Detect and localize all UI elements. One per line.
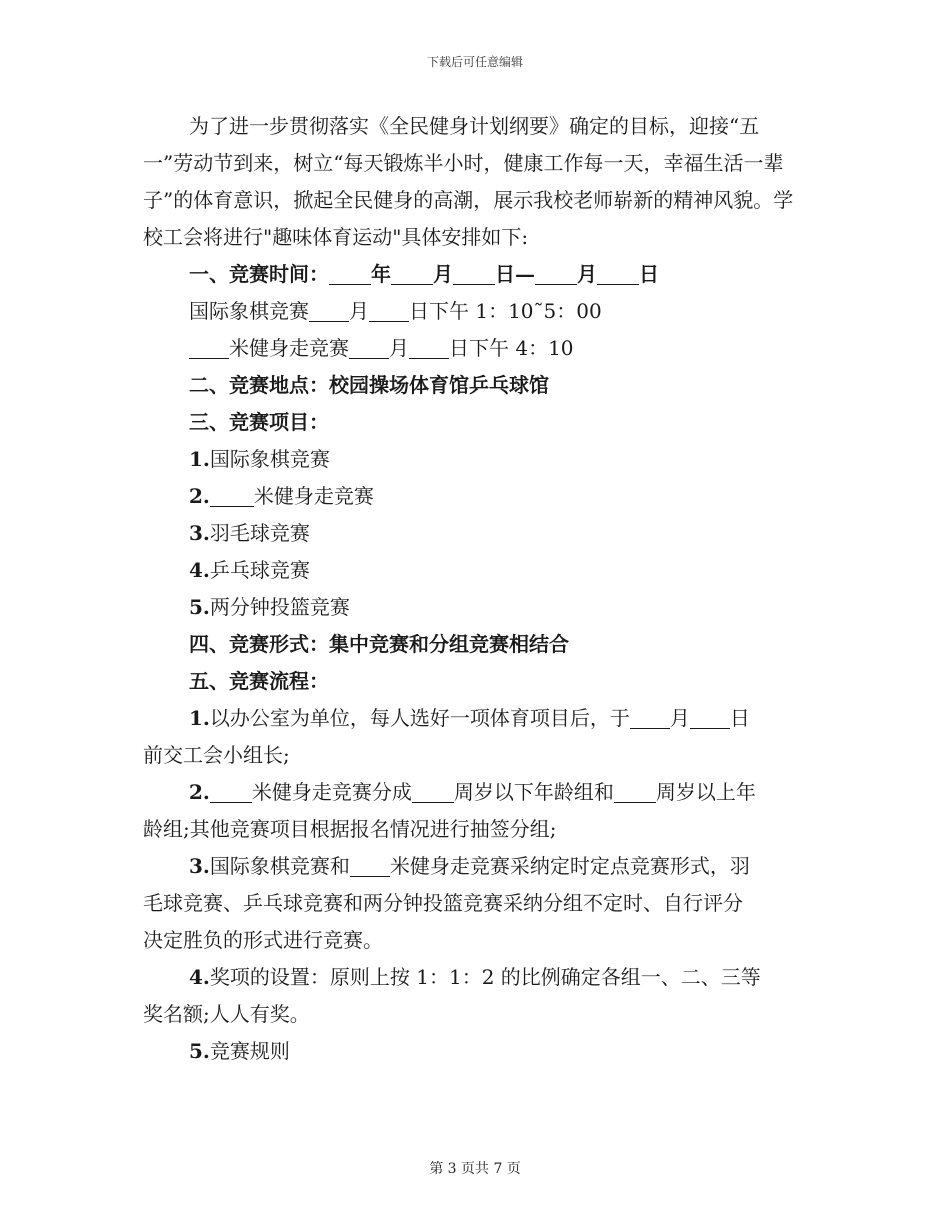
blank-field: [412, 780, 454, 803]
blank-field: [535, 262, 577, 285]
list-item: 3.羽毛球竞赛: [189, 521, 310, 545]
chess-time: 日下午 1：10˜5：00: [409, 299, 602, 323]
section-time-label: 一、竞赛时间：: [189, 262, 329, 286]
section-time: [143, 256, 795, 293]
document-body: [143, 108, 795, 1070]
month-label: 月: [389, 336, 409, 360]
flow-item-5: 5.竞赛规则: [189, 1039, 290, 1063]
blank-field: [329, 262, 371, 285]
walk-label: 米健身走竞赛: [229, 336, 349, 360]
blank-field: [189, 336, 229, 359]
month-label: 月: [433, 262, 453, 286]
blank-field: [597, 262, 639, 285]
flow-item-3-line-3: 决定胜负的形式进行竞赛。: [143, 928, 383, 952]
section-location: 二、竞赛地点：校园操场体育馆乒乓球馆: [189, 373, 549, 397]
header-note: 下载后可任意编辑: [426, 55, 523, 69]
list-item: 1.国际象棋竞赛: [189, 447, 330, 471]
blank-field: [391, 262, 433, 285]
flow-item-2-line-1: 2. 米健身走竞赛分成 周岁以下年龄组和 周岁以上年: [189, 780, 756, 804]
month-label: 月: [349, 299, 369, 323]
intro-paragraph: 为了进一步贯彻落实《全民健身计划纲要》确定的目标，迎接“五一”劳动节到来，树立“每天锻炼半小时，健康工作每一天，幸福生活一辈子”的体育意识，掀起全民健身的高潮，展示我校老师崭新的精神风貌。学校工会将进行"趣味体育运动"具体安排如下:: [143, 114, 794, 249]
flow-item-4-line-2: 奖名额;人人有奖。: [143, 1002, 310, 1026]
month-label: 月: [577, 262, 597, 286]
blank-field: [614, 780, 656, 803]
day-dash-label: 日—: [495, 262, 535, 286]
blank-field: [350, 854, 390, 877]
blank-field: [453, 262, 495, 285]
day-label: 日: [639, 262, 659, 286]
blank-field: [210, 484, 254, 507]
list-item: 4.乒乓球竞赛: [189, 558, 310, 582]
blank-field: [409, 336, 449, 359]
blank-field: [309, 299, 349, 322]
blank-field: [210, 780, 252, 803]
blank-field: [630, 706, 670, 729]
walk-schedule: [143, 330, 795, 367]
blank-field: [349, 336, 389, 359]
flow-item-2-line-2: 龄组;其他竞赛项目根据报名情况进行抽签分组;: [143, 817, 557, 841]
flow-item-4-line-1: 4.奖项的设置：原则上按 1：1：2 的比例确定各组一、二、三等: [189, 965, 761, 989]
list-item: 2. 米健身走竞赛: [189, 484, 374, 508]
section-items: 三、竞赛项目：: [189, 410, 329, 434]
flow-item-3-line-1: 3.国际象棋竞赛和 米健身走竞赛采纳定时定点竞赛形式，羽: [189, 854, 750, 878]
blank-field: [369, 299, 409, 322]
chess-label: 国际象棋竞赛: [189, 299, 309, 323]
section-flow: 五、竞赛流程：: [189, 669, 329, 693]
section-format: 四、竞赛形式：集中竞赛和分组竞赛相结合: [189, 632, 569, 656]
flow-item-1-line-1: 1.以办公室为单位，每人选好一项体育项目后，于 月 日: [189, 706, 750, 730]
chess-schedule: [143, 293, 795, 330]
year-label: 年: [371, 262, 391, 286]
blank-field: [690, 706, 730, 729]
flow-item-1-line-2: 前交工会小组长;: [143, 743, 290, 767]
page-number: 第 3 页共 7 页: [429, 1161, 521, 1177]
list-item: 5.两分钟投篮竞赛: [189, 595, 350, 619]
walk-time: 日下午 4：10: [449, 336, 574, 360]
flow-item-3-line-2: 毛球竞赛、乒乓球竞赛和两分钟投篮竞赛采纳分组不定时、自行评分: [143, 891, 743, 915]
